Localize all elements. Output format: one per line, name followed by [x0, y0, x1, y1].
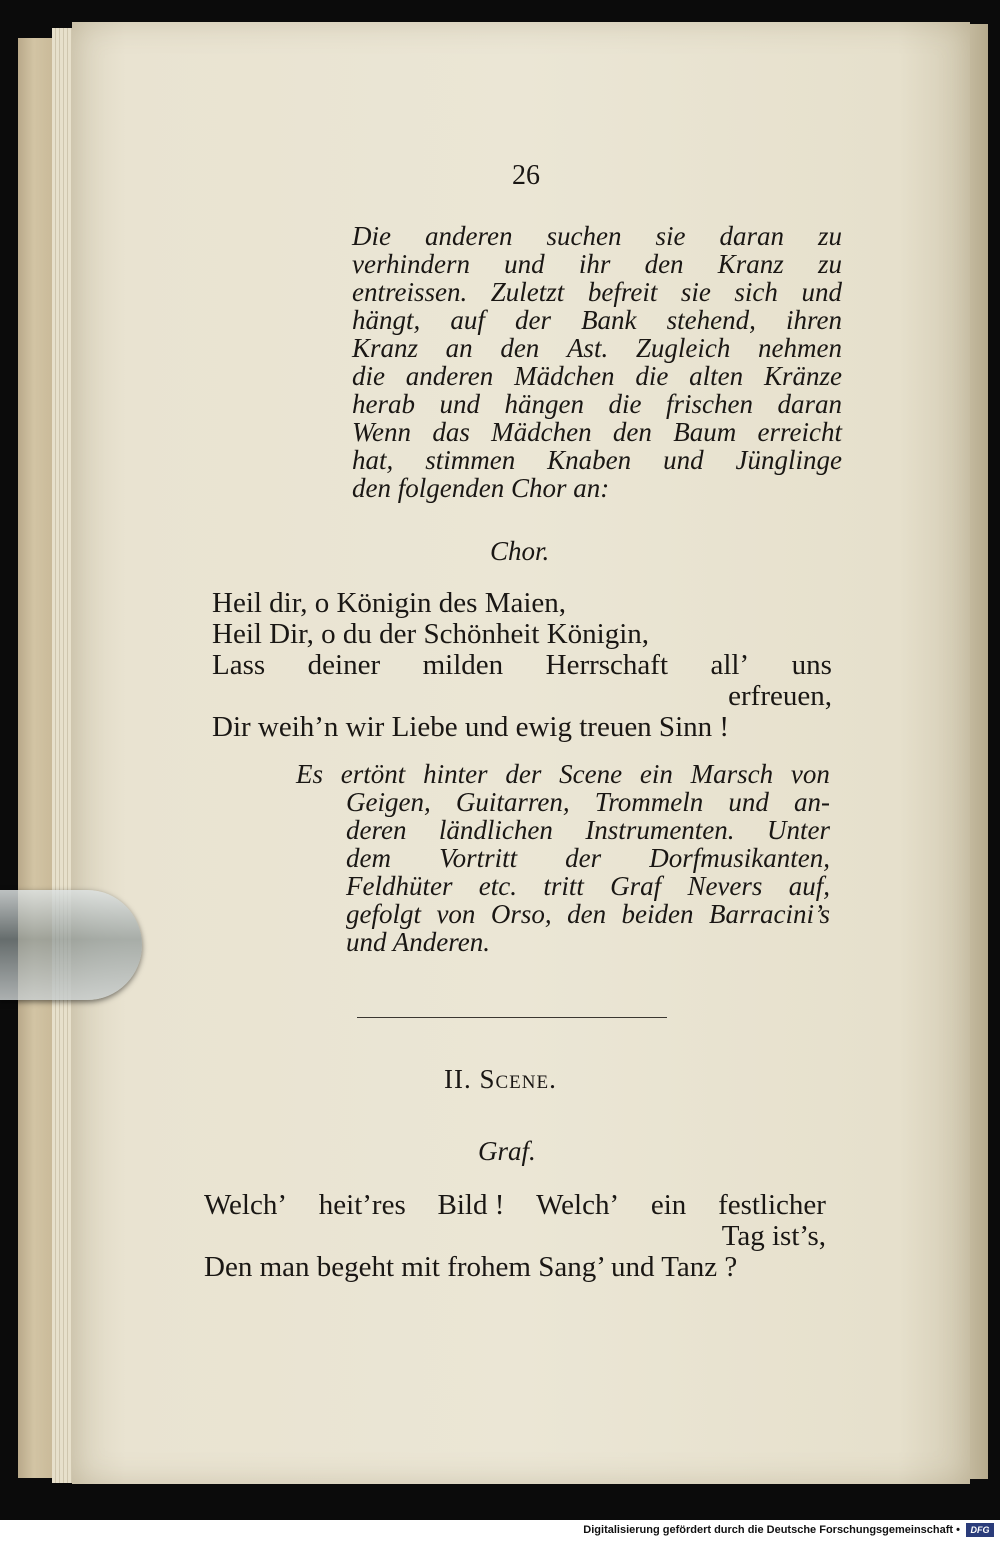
graf-line-2: Tag ist’s, — [721, 1220, 826, 1252]
word: Knaben — [547, 445, 632, 475]
page-number: 26 — [512, 160, 540, 191]
word: milden — [422, 649, 504, 681]
stage-line — [352, 362, 842, 390]
word: Kränze — [763, 361, 842, 391]
stage-line — [296, 760, 830, 788]
word: ein — [639, 759, 673, 789]
word: der — [514, 305, 551, 335]
scene-word: Scene. — [479, 1064, 557, 1094]
stage-line — [352, 250, 842, 278]
footer-credit: Digitalisierung gefördert durch die Deutsche Forschungsgemeinschaft • — [583, 1524, 960, 1536]
word: Scene — [559, 759, 623, 789]
word: beiden — [621, 899, 694, 929]
word: suchen — [546, 221, 622, 251]
scene-heading — [444, 1064, 557, 1095]
word: und Anderen. — [346, 927, 490, 957]
word: tritt — [543, 871, 584, 901]
word: sie — [655, 221, 686, 251]
word: und — [504, 249, 545, 279]
word: hängt, — [352, 305, 421, 335]
word: die — [635, 361, 669, 391]
word: ihren — [785, 305, 842, 335]
word: stehend, — [666, 305, 756, 335]
word: herab — [352, 389, 415, 419]
word: nehmen — [757, 333, 842, 363]
word: Welch’ — [536, 1189, 620, 1221]
word: auf, — [788, 871, 830, 901]
stage-line — [296, 900, 830, 928]
stage-line — [296, 928, 830, 956]
graf-verse — [204, 1190, 826, 1283]
word: deiner — [307, 649, 381, 681]
word: der — [505, 759, 542, 789]
word: festlicher — [718, 1189, 826, 1221]
word: Herrschaft — [545, 649, 669, 681]
word: verhindern — [352, 249, 470, 279]
word: ländlichen — [438, 815, 553, 845]
graf-line-3: Den man begeht mit frohem Sang’ und Tanz ? — [204, 1251, 738, 1283]
word: dem — [346, 843, 391, 873]
chor-verse — [212, 588, 832, 743]
scene-numeral: II. — [444, 1064, 472, 1094]
word: an — [445, 333, 473, 363]
word: den — [567, 899, 607, 929]
chor-heading: Chor. — [490, 536, 550, 566]
chor-line-1: Heil dir, o Königin des Maien, — [212, 587, 567, 619]
graf-heading: Graf. — [478, 1136, 536, 1166]
chor-line-4: erfreuen, — [728, 680, 832, 712]
stage-line — [352, 446, 842, 474]
thumb-clip-glass — [0, 890, 142, 1000]
word: an- — [793, 787, 830, 817]
word: hängen — [504, 389, 584, 419]
word: das — [432, 417, 470, 447]
word: den — [612, 417, 652, 447]
stage-line — [296, 788, 830, 816]
word: von — [790, 759, 830, 789]
word: zu — [817, 249, 842, 279]
word: der — [565, 843, 602, 873]
word: Es — [296, 759, 323, 789]
word: entreissen. — [352, 277, 468, 307]
word: Jünglinge — [735, 445, 842, 475]
stage-line — [352, 418, 842, 446]
word: den folgenden Chor an: — [352, 473, 610, 503]
word: auf — [450, 305, 485, 335]
word: alten — [689, 361, 744, 391]
word: Zugleich — [635, 333, 731, 363]
stage-line — [352, 306, 842, 334]
word: Trommeln — [594, 787, 704, 817]
stage-line — [352, 390, 842, 418]
stage-line — [296, 816, 830, 844]
word: Zuletzt — [490, 277, 565, 307]
word: Die — [352, 221, 391, 251]
word: hinter — [423, 759, 488, 789]
word: Instrumenten. — [585, 815, 735, 845]
stage-line — [352, 334, 842, 362]
word: Ast. — [566, 333, 609, 363]
word: Nevers — [687, 871, 763, 901]
word: Orso, — [490, 899, 552, 929]
word: Bank — [581, 305, 637, 335]
footer-bar — [0, 1520, 1000, 1541]
word: ein — [650, 1189, 687, 1221]
word: uns — [791, 649, 832, 681]
word: Wenn — [352, 417, 411, 447]
word: und — [801, 277, 842, 307]
word: Welch’ — [204, 1189, 288, 1221]
chor-line-3 — [212, 650, 832, 681]
graf-line-1 — [204, 1190, 826, 1221]
word: Lass — [212, 649, 266, 681]
word: erreicht — [757, 417, 842, 447]
stage-direction-2 — [296, 760, 830, 956]
word: heit’res — [318, 1189, 406, 1221]
word: etc. — [478, 871, 518, 901]
word: anderen — [424, 221, 513, 251]
word: von — [436, 899, 476, 929]
dfg-logo: DFG — [966, 1523, 994, 1537]
word: Guitarren, — [455, 787, 570, 817]
word: anderen — [405, 361, 494, 391]
word: Marsch — [690, 759, 774, 789]
word: ihr — [578, 249, 611, 279]
stage-line — [296, 844, 830, 872]
word: Kranz — [717, 249, 784, 279]
chor-line-2: Heil Dir, o du der Schönheit Königin, — [212, 618, 649, 650]
word: Mädchen — [491, 417, 592, 447]
word: daran — [719, 221, 784, 251]
word: die — [608, 389, 642, 419]
word: daran — [777, 389, 842, 419]
word: und — [663, 445, 704, 475]
stage-line — [352, 278, 842, 306]
word: die — [352, 361, 385, 391]
word: Kranz — [352, 333, 419, 363]
word: ertönt — [340, 759, 406, 789]
word: befreit — [587, 277, 658, 307]
word: frischen — [665, 389, 753, 419]
word: sie — [680, 277, 711, 307]
stage-line — [352, 474, 842, 502]
word: und — [439, 389, 480, 419]
word: all’ — [710, 649, 750, 681]
word: den — [500, 333, 540, 363]
word: Dorfmusikanten, — [649, 843, 830, 873]
chor-line-5: Dir weih’n wir Liebe und ewig treuen Sinn ! — [212, 711, 730, 743]
word: Graf — [610, 871, 662, 901]
word: Geigen, — [346, 787, 431, 817]
word: Mädchen — [514, 361, 615, 391]
word: gefolgt — [346, 899, 421, 929]
word: Vortritt — [439, 843, 518, 873]
word: Bild ! — [437, 1189, 505, 1221]
stage-direction-1 — [352, 222, 842, 502]
word: zu — [817, 221, 842, 251]
word: hat, — [352, 445, 394, 475]
word: Feldhüter — [346, 871, 453, 901]
word: den — [644, 249, 684, 279]
word: und — [728, 787, 769, 817]
word: Barracini’s — [708, 899, 830, 929]
word: Unter — [766, 815, 830, 845]
word: sich — [734, 277, 778, 307]
word: Baum — [673, 417, 737, 447]
section-divider — [357, 1017, 667, 1018]
word: deren — [346, 815, 407, 845]
word: stimmen — [425, 445, 516, 475]
stage-line — [352, 222, 842, 250]
stage-line — [296, 872, 830, 900]
